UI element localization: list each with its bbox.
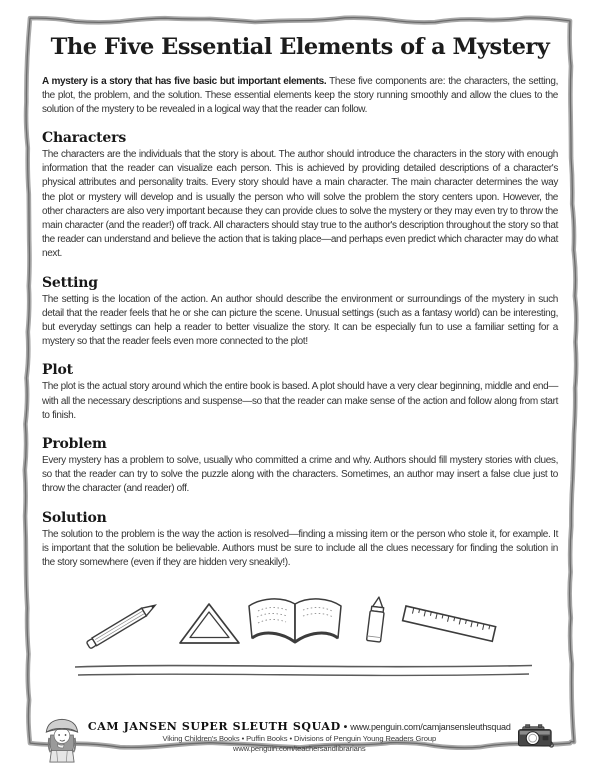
ruler-illustration <box>403 606 496 641</box>
page-title: The Five Essential Elements of a Mystery <box>50 34 550 60</box>
section-problem <box>42 436 558 497</box>
section-heading: Characters <box>42 130 126 146</box>
desk-lines <box>42 663 558 679</box>
worksheet-content <box>42 24 558 679</box>
section-characters <box>42 130 558 262</box>
section-body: The solution to the problem is the way the action is resolved—finding a missing item or the person who stole it, for example. It is important that the solution be believable. Authors must be sure to include all the clues necessary for finding the solution in the story somewhere (even if they are hidden very sneakily!). <box>42 528 558 569</box>
footer-brand-url: www.penguin.com/camjansensleuthsquad <box>350 722 511 732</box>
section-heading: Solution <box>42 509 107 526</box>
section-setting <box>42 275 558 350</box>
pencil-illustration <box>86 602 157 650</box>
section-body: The plot is the actual story around which the entire book is based. A plot should have a very clear beginning, middle and end—with all the necessary descriptions and suspense—so that the reader can make sense of the action and follow along from start to finish. <box>42 381 558 421</box>
section-solution <box>42 510 558 571</box>
section-heading: Plot <box>42 362 73 379</box>
publisher-footer <box>42 707 558 769</box>
open-book-illustration <box>249 599 341 642</box>
footer-line1 <box>88 720 511 733</box>
intro-bold-text: A mystery is a story that has five basic but important elements. <box>42 76 327 87</box>
intro-rest-text: These five components are: the characters, the setting, the plot, the problem, and the solution. These essential elements keep the story running smoothly and allow the clues to the solution of the mystery to be revealed in a logical way that the reader can follow. <box>42 76 558 115</box>
footer-text-block <box>88 720 511 769</box>
intro-paragraph <box>42 75 558 117</box>
footer-librarians-url: www.penguin.com/teachersandlibrarians <box>232 744 366 753</box>
footer-brand: CAM JANSEN SUPER SLEUTH SQUAD <box>87 720 341 733</box>
cam-jansen-character-illustration <box>42 707 82 773</box>
section-plot <box>42 362 558 423</box>
section-body: The setting is the location of the action. An author should describe the environment or surroundings of the mystery in such detail that the reader feels that he or she can picture the scene. Unusual settings (such as a fantasy world) can be interesting, but everyday settings can help a reader to better visualize the story. It can be especially fun to use a familiar setting for a mystery so that the reader feels even more connected to the plot! <box>42 293 558 348</box>
school-supplies-illustrations <box>42 584 558 656</box>
footer-imprints: Viking Children's Books • Puffin Books • Divisions of Penguin Young Readers Group <box>162 734 437 743</box>
triangle-ruler-illustration <box>180 604 239 643</box>
crayon-illustration <box>367 597 386 643</box>
section-body: Every mystery has a problem to solve, usually who committed a crime and why. Authors should fill mystery stories with clues, so that the reader can try to solve the puzzle along with the characters. Sometimes, an author may insert a false clue just to throw the character (and reader) off. <box>42 455 558 495</box>
footer-separator: • <box>343 721 348 733</box>
section-heading: Setting <box>42 274 98 291</box>
section-body: The characters are the individuals that the story is about. The author should introduce the characters in the story with enough information that the reader can visualize each person. This is achieved by providing detailed descriptions of a character's physical attributes and personality traits. Every story should have a main character. The main character determines the way the plot or mystery will develop and is usually the person who will solve the problem the story centers upon. However, the other characters are also very important because they can provide clues to solve the mystery or they may even try to throw the main character (and the reader!) off track. All characters should stay true to the author's description throughout the story so that the reader can understand and believe the action that is taking place—and perhaps even predict which character may do what next. <box>42 149 558 260</box>
section-heading: Problem <box>42 436 107 453</box>
camera-illustration <box>517 717 558 755</box>
